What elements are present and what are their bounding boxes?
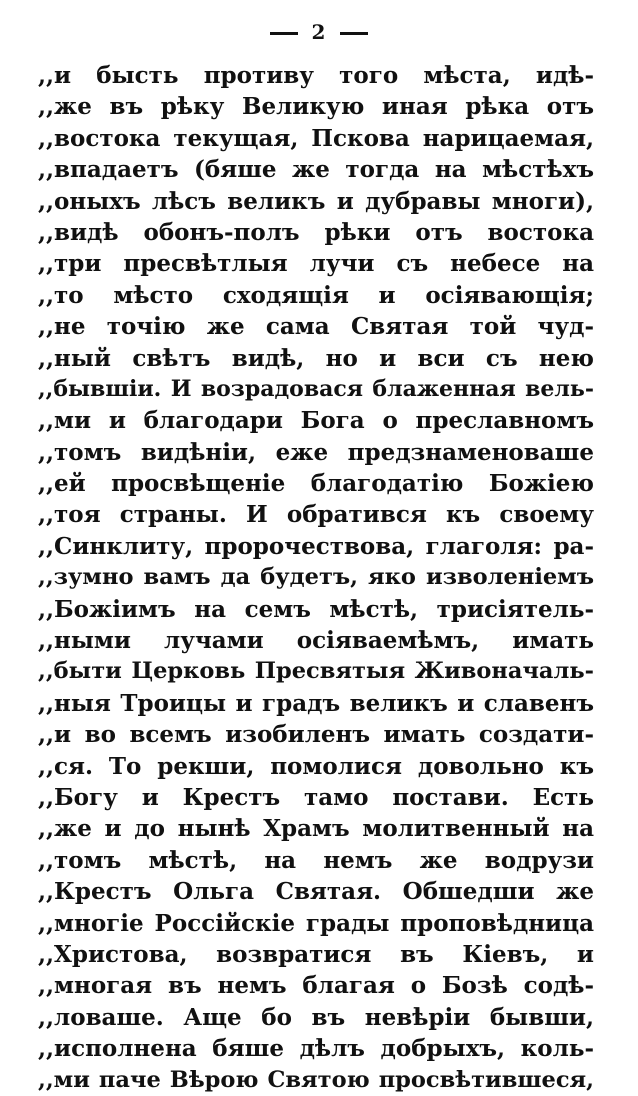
body-text [38,60,594,1096]
text-line: ,,ныя Троицы и градъ великъ и славенъ [38,689,594,717]
text-line: ,,Синклиту, пророчествова, глаголя: ра- [38,532,594,560]
page-header [0,20,638,44]
text-line: ,,тоя страны. И обратився къ своему [38,501,594,529]
text-line: ,,оныхъ лѣсъ великъ и дубравы многи), [38,187,594,215]
text-line: ,,многіе Россійскіе грады проповѣдница [38,909,594,937]
text-line: ,,томъ мѣстѣ, на немъ же водрузи [38,846,594,874]
text-line: ,,впадаетъ (бяше же тогда на мѣстѣхъ [38,156,594,184]
text-line: ,,не точію же сама Святая той чуд- [38,313,594,341]
text-line: ,,ся. То рекши, помолися довольно къ [38,752,594,780]
text-line: ,,ми паче Вѣрою Святою просвѣтившеся, [38,1066,594,1093]
text-line: ,,исполнена бяше дѣлъ добрыхъ, коль- [38,1035,594,1063]
text-line: ,,Крестъ Ольга Святая. Обшедши же [38,878,594,906]
page-number: 2 [311,20,327,44]
text-line: ,,Божіимъ на семъ мѣстѣ, трисіятель- [38,595,594,623]
text-line: ,,многая въ немъ благая о Бозѣ содѣ- [38,972,594,1000]
header-dash-left [270,32,298,35]
text-line: ,,быти Церковь Пресвятыя Живоначаль- [38,658,594,685]
text-line: ,,томъ видѣніи, еже предзнаменоваше [38,438,594,466]
text-line: ,,то мѣсто сходящія и осіявающія; [38,281,594,309]
text-line: ,,ный свѣтъ видѣ, но и вси съ нею [38,344,594,372]
text-line: ,,ловаше. Аще бо въ невѣріи бывши, [38,1003,594,1031]
text-line: ,,три пресвѣтлыя лучи съ небесе на [38,250,594,278]
text-line: ,,же и до нынѣ Храмъ молитвенный на [38,815,594,843]
text-line: ,,же въ рѣку Великую иная рѣка отъ [38,93,594,121]
text-line: ,,и бысть противу того мѣста, идѣ- [38,62,594,89]
text-line: ,,Богу и Крестъ тамо постави. Есть [38,783,594,811]
text-line: ,,ными лучами осіяваемѣмъ, имать [38,627,594,655]
text-line: ,,бывшіи. И возрадовася блаженная вель- [38,375,594,402]
text-line: ,,зумно вамъ да будетъ, яко изволеніемъ [38,564,594,591]
text-line: ,,ми и благодари Бога о преславномъ [38,407,594,435]
text-line: ,,востока текущая, Пскова нарицаемая, [38,124,594,152]
header-dash-right [340,32,368,35]
text-line: ,,видѣ обонъ-полъ рѣки отъ востока [38,218,594,246]
text-line: ,,и во всемъ изобиленъ имать создати- [38,721,594,749]
text-line: ,,Христова, возвратися въ Кіевъ, и [38,940,594,968]
text-line: ,,ей просвѣщеніе благодатію Божіею [38,470,594,498]
